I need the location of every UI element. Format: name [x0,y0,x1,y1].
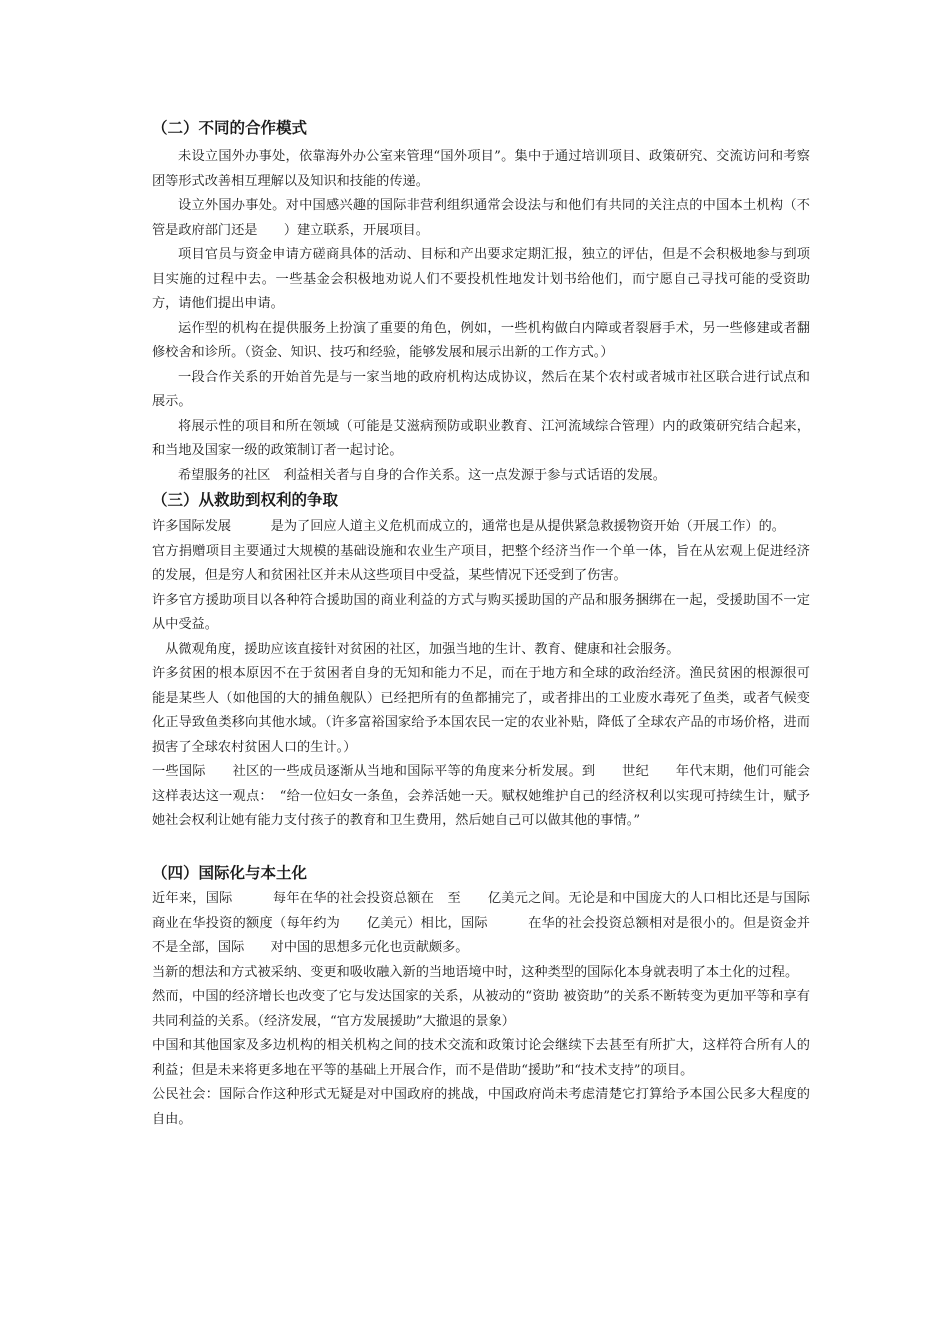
paragraph: 将展示性的项目和所在领域（可能是艾滋病预防或职业教育、江河流域综合管理）内的政策研究结合起来，和当地及国家一级的政策制订者一起讨论。 [152,418,810,458]
paragraph: 近年来，国际 每年在华的社会投资总额在 至 亿美元之间。无论是和中国庞大的人口相比还是与国际商业在华投资的额度（每年约为 亿美元）相比，国际 在华的社会投资总额相对是很小的。但是资金并不是全部，国际 对中国的思想多元化也贡献颇多。 [152,891,810,955]
paragraph: 未设立国外办事处，依靠海外办公室来管理“国外项目”。集中于通过培训项目、政策研究、交流访问和考察团等形式改善相互理解以及知识和技能的传递。 [152,149,810,189]
section-cooperation-modes [152,117,307,139]
paragraph: 许多国际发展 是为了回应人道主义危机而成立的，通常也是从提供紧急救援物资开始（开展工作）的。 [152,519,785,534]
paragraph: 然而，中国的经济增长也改变了它与发达国家的关系，从被动的“资助 被资助”的关系不断转变为更加平等和享有共同利益的关系。（经济发展，“官方发展援助”大撤退的景象） [152,989,810,1029]
paragraph: 中国和其他国家及多边机构的相关机构之间的技术交流和政策讨论会继续下去甚至有所扩大，这样符合所有人的利益；但是未来将更多地在平等的基础上开展合作，而不是借助“援助”和“技术支持”的项目。 [152,1038,810,1078]
paragraph: 当新的想法和方式被采纳、变更和吸收融入新的当地语境中时，这种类型的国际化本身就表明了本土化的过程。 [152,964,799,980]
section-internationalization-localization [152,862,307,884]
section-internationalization-localization-body [152,887,810,1132]
section-relief-to-rights [152,489,338,511]
paragraph: 官方捐赠项目主要通过大规模的基础设施和农业生产项目，把整个经济当作一个单一体，旨在从宏观上促进经济的发展，但是穷人和贫困社区并未从这些项目中受益，某些情况下还受到了伤害。 [152,543,810,583]
section-relief-to-rights-body [152,515,810,834]
paragraph: 公民社会：国际合作这种形式无疑是对中国政府的挑战，中国政府尚未考虑清楚它打算给予本国公民多大程度的自由。 [152,1087,810,1127]
paragraph: 许多贫困的根本原因不在于贫困者自身的无知和能力不足，而在于地方和全球的政治经济。渔民贫困的根源很可能是某些人（如他国的大的捕鱼舰队）已经把所有的鱼都捕完了，或者排出的工业废水毒死了鱼类，或者气候变化正导致鱼类移向其他水域。（许多富裕国家给予本国农民一定的农业补贴，降低了全球农产品的市场价格，进而损害了全球农村贫困人口的生计。） [152,666,810,755]
paragraph: 设立外国办事处。对中国感兴趣的国际非营利组织通常会设法与和他们有共同的关注点的中国本土机构（不管是政府部门还是 ）建立联系，开展项目。 [152,198,810,238]
paragraph: 项目官员与资金申请方磋商具体的活动、目标和产出要求定期汇报，独立的评估，但是不会积极地参与到项目实施的过程中去。一些基金会积极地劝说人们不要投机性地发计划书给他们，而宁愿自己寻找可能的受资助方，请他们提出申请。 [152,247,810,311]
paragraph: 一段合作关系的开始首先是与一家当地的政府机构达成协议，然后在某个农村或者城市社区联合进行试点和展示。 [152,369,810,409]
section-heading: （二）不同的合作模式 [152,118,308,137]
paragraph: 希望服务的社区 利益相关者与自身的合作关系。这一点发源于参与式话语的发展。 [178,467,666,483]
paragraph: 许多官方援助项目以各种符合援助国的商业利益的方式与购买援助国的产品和服务捆绑在一起，受援助国不一定从中受益。 [152,592,810,632]
paragraph: 从微观角度，援助应该直接针对贫困的社区，加强当地的生计、教育、健康和社会服务。 [152,641,680,657]
section-heading: （四）国际化与本土化 [152,863,308,882]
section-heading: （三）从救助到权利的争取 [152,490,339,509]
paragraph: 一些国际 社区的一些成员逐渐从当地和国际平等的角度来分析发展。到 世纪 年代末期，他们可能会这样表达这一观点： “给一位妇女一条鱼，会养活她一天。赋权她维护自己的经济权利以实现可持续生计，赋予她社会权利让她有能力支付孩子的教育和卫生费用，然后她自己可以做其他的事情。” [152,764,810,828]
paragraph: 运作型的机构在提供服务上扮演了重要的角色，例如，一些机构做白内障或者裂唇手术，另一些修建或者翻修校舍和诊所。（资金、知识、技巧和经验，能够发展和展示出新的工作方式。） [152,320,810,360]
section-cooperation-modes-body [152,145,810,488]
